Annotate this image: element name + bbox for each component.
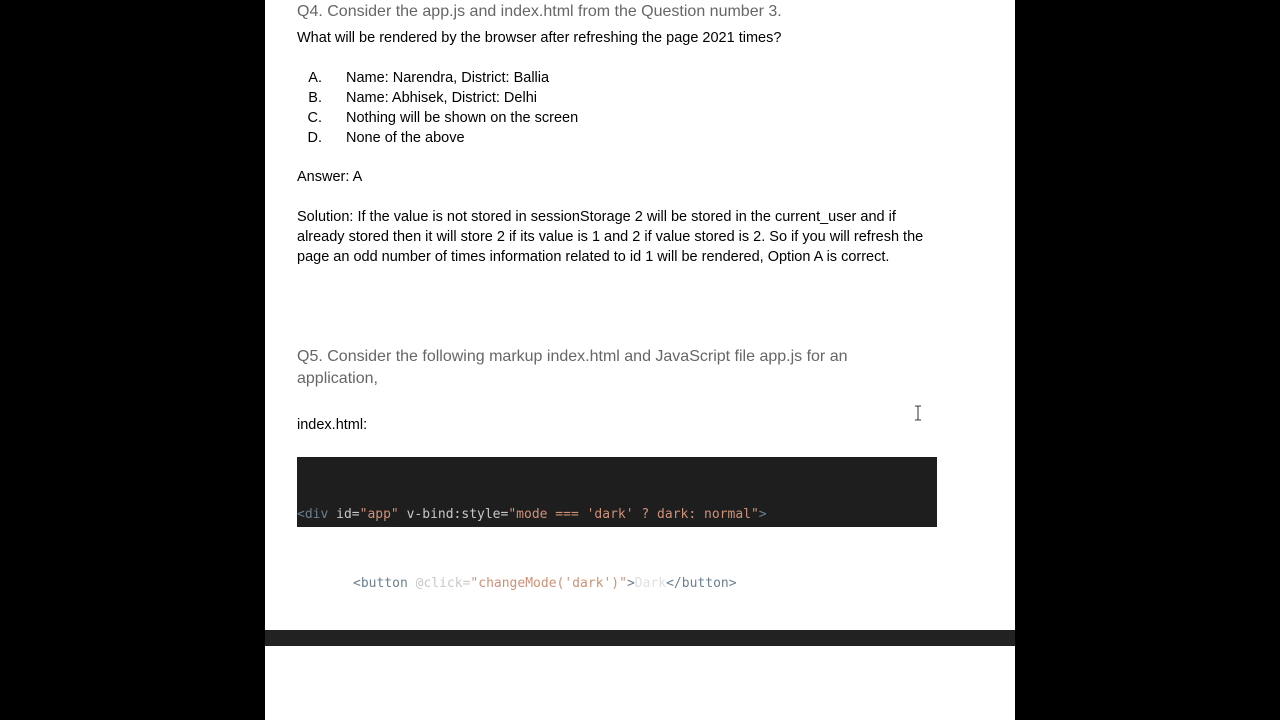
q4-options (297, 68, 578, 148)
code-token: @click= (407, 576, 471, 591)
q4-answer: Answer: A (297, 169, 363, 185)
option-text: Name: Abhisek, District: Delhi (346, 90, 537, 106)
option-letter: D. (307, 130, 322, 146)
code-token: "app" (359, 507, 399, 522)
q4-question: What will be rendered by the browser after refreshing the page 2021 times? (297, 30, 782, 46)
code-token: </button> (666, 576, 737, 591)
q4-solution: Solution: If the value is not stored in sessionStorage 2 will be stored in the current_user and if already stored then it will store 2 if its value is 1 and 2 if value stored is 2. So if you will refresh the page an odd number of times information related to id 1 will be rendered, Option A is correct. (297, 209, 924, 265)
code-block (297, 457, 937, 591)
option-letter: A. (308, 70, 322, 86)
code-token: "mode === 'dark' ? dark: normal" (508, 507, 759, 522)
code-token: Dark (634, 576, 667, 591)
q4-option-a (297, 68, 578, 88)
option-text: Nothing will be shown on the screen (346, 110, 579, 126)
q4-option-d (297, 128, 578, 148)
q5-file-label: index.html: (297, 417, 368, 433)
q5-title: Q5. Consider the following markup index.html and JavaScript file app.js for an application, (297, 348, 848, 387)
q4-option-b (297, 88, 578, 108)
code-token: > (758, 507, 767, 522)
next-page (265, 646, 1015, 720)
code-token: <button (353, 576, 408, 591)
option-text: None of the above (346, 130, 465, 146)
code-token: "changeMode('dark')" (470, 576, 627, 591)
option-letter: C. (307, 110, 322, 126)
page-divider (265, 630, 1015, 646)
option-text: Name: Narendra, District: Ballia (346, 70, 550, 86)
code-token: id= (328, 507, 360, 522)
code-line-2 (297, 572, 937, 595)
text-cursor-icon (914, 405, 922, 421)
q4-title: Q4. Consider the app.js and index.html from the Question number 3. (297, 3, 782, 20)
q4-option-c (297, 108, 578, 128)
code-token: > (626, 576, 635, 591)
code-token: <div (297, 507, 329, 522)
code-token: v-bind:style= (398, 507, 509, 522)
option-letter: B. (308, 90, 322, 106)
document-page (265, 0, 1015, 630)
code-line-1 (297, 503, 937, 526)
